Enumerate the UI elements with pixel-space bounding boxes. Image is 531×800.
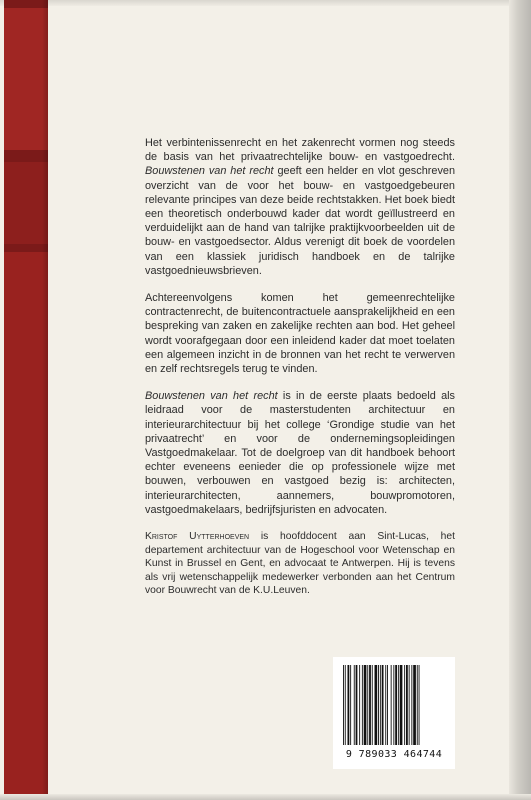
barcode-bar — [359, 665, 360, 745]
author-bio-text: is hoofddocent aan Sint-Lucas, het departement architectuur van de Hogeschool voor Wetenschap en Kunst in Brussel en Gent, en advocaat te Antwerpen. Hij is tevens als vrij wetenschappelijk medewerker verbonden aan het Centrum voor Bouwrecht van de K.U.Leuven. — [145, 531, 455, 597]
blurb-text — [145, 136, 455, 611]
barcode-bar — [404, 665, 405, 745]
barcode-bar — [375, 665, 378, 745]
book-title-italic: Bouwstenen van het recht — [145, 165, 274, 178]
barcode-bar — [372, 665, 373, 745]
barcode-bar — [362, 665, 363, 745]
barcode-bar — [364, 665, 367, 745]
red-spine-band — [4, 0, 48, 800]
blurb-paragraph-2: Achtereenvolgens komen het gemeenrechtelijke contractenrecht, de buitencontractuele aansprakelijkheid en een bespreking van zaken en zakelijke rechten aan bod. Het geheel wordt voorafgegaan door een inleidend kader dat moet toelaten een algemeen inzicht in de bronnen van het recht te verwerven en zelf rechtsregels terug te vinden. — [145, 292, 455, 376]
blurb-paragraph-3 — [145, 389, 455, 517]
barcode-bar — [378, 665, 379, 745]
barcode-bar — [406, 665, 408, 745]
barcode-bar — [385, 665, 386, 745]
spine-shadow — [42, 0, 48, 800]
barcode-bar — [369, 665, 371, 745]
paragraph-body: is in de eerste plaats bedoeld als leidraad voor de masterstudenten architectuur en interieurarchitectuur bij het college ‘Grondige studie van het privaatrecht’ en voor de ondernemingsopleidingen Vastgoedmakelaar. Tot de doelgroep van dit handboek behoort echter eveneens eenieder die op professionele wijze met bouwen, verbouwen en vastgoed bezig is: architecten, interieurarchitecten, aannemers, bouwpromotoren, vastgoedmakelaars, bedrijfsjuristen en advocaten. — [145, 390, 455, 516]
barcode-bar — [409, 665, 410, 745]
page-edge-right — [509, 0, 531, 800]
barcode-bar — [391, 665, 392, 745]
author-bio — [145, 530, 455, 598]
barcode-bar — [387, 665, 388, 745]
barcode-bar — [354, 665, 355, 745]
barcode-bar — [345, 665, 346, 745]
barcode-bar — [367, 665, 368, 745]
blurb-paragraph-1 — [145, 136, 455, 278]
author-name: Kristof Uytterhoeven — [145, 531, 250, 543]
barcode-bar — [380, 665, 381, 745]
barcode-bar — [411, 665, 412, 745]
page-edge-top — [0, 0, 531, 6]
barcode-digits: 9 789033 464744 — [345, 749, 443, 760]
barcode-bar — [348, 665, 350, 745]
barcode-bar — [382, 665, 384, 745]
paragraph-body: geeft een helder en vlot geschreven overzicht van de voor het bouw- en vastgoedgebeuren relevante principes van deze beide rechtstakken. Het boek biedt een theoretisch onderbouwd kader dat wordt geïllustreerd en verduidelijkt aan de hand van talrijke praktijkvoorbeelden uit de bouw- en vastgoedsector. Aldus verenigt dit boek de voordelen van een klassiek juridisch handboek en de talrijke vastgoednieuwsbrieven. — [145, 165, 455, 277]
barcode-bars — [341, 665, 447, 749]
barcode-bar — [395, 665, 397, 745]
isbn-barcode — [333, 657, 455, 769]
barcode-bar — [419, 665, 420, 745]
barcode-bar — [343, 665, 344, 745]
paragraph-lead: Het verbintenissenrecht en het zakenrecht vormen nog steeds de basis van het privaatrechtelijke bouw- en vastgoedrecht. — [145, 137, 455, 164]
barcode-bar — [398, 665, 399, 745]
barcode-bar — [356, 665, 358, 745]
book-title-italic: Bouwstenen van het recht — [145, 390, 278, 403]
barcode-bar — [417, 665, 418, 745]
barcode-bar — [350, 665, 351, 745]
barcode-bar — [413, 665, 416, 745]
barcode-bar — [400, 665, 403, 745]
barcode-bar — [393, 665, 394, 745]
page-edge-bottom — [0, 794, 531, 800]
